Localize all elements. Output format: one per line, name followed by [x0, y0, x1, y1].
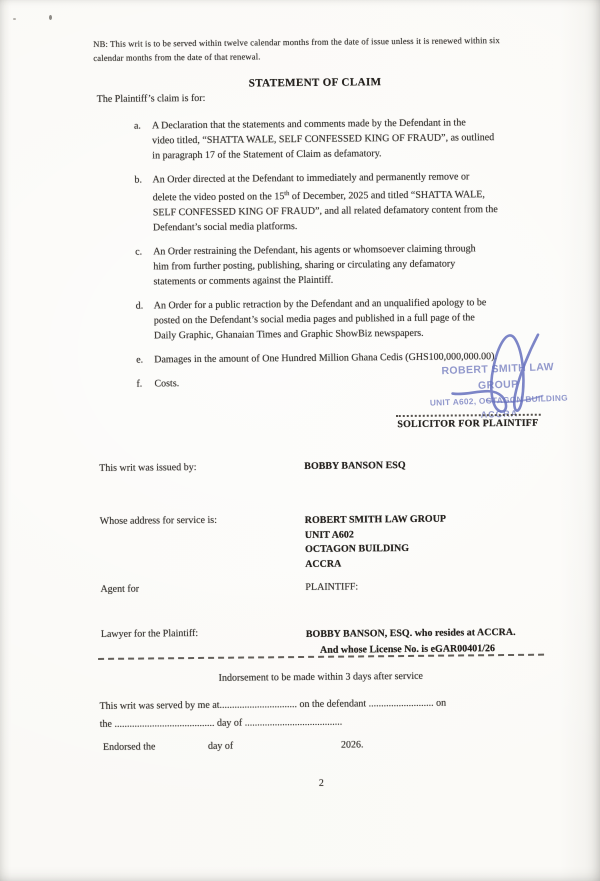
nb-note: NB: This writ is to be served within twelve calendar months from the date of issue unless it is renewed within six calendar months from the date of that renewal. [93, 35, 500, 63]
address-line: ROBERT SMITH LAW GROUP [304, 513, 447, 526]
issued-by-label: This writ was issued by: [99, 461, 197, 474]
signature-dotted-line [396, 402, 541, 417]
endorsed-the-label: Endorsed the [102, 741, 156, 753]
solicitor-label: SOLICITOR FOR PLAINTIFF [397, 417, 539, 431]
service-fill-in-text: This writ was served by me at............................... on the defendant .......................... on the ........................................ day of ....................................... [99, 697, 447, 730]
claim-item-letter: f. [136, 378, 143, 390]
page-number: 2 [318, 777, 324, 789]
address-label: Whose address for service is: [99, 514, 218, 527]
ordinal-suffix: th [284, 190, 290, 198]
claim-item-text: An Order for a public retraction by the Defendant and an unqualified apology to be posted on the Defendant’s social media pages and published in a full page of the Daily Graphic, Ghanaian Times and Graphic ShowBiz newspapers. [153, 297, 487, 342]
indorsement-heading: Indorsement to be made within 3 days after service [218, 670, 424, 684]
agent-for-label: Agent for [100, 583, 140, 595]
stamp-firm-name: ROBERT SMITH LAW GROUP [441, 361, 555, 392]
claim-item-letter: d. [135, 300, 144, 312]
claim-item-c [135, 240, 580, 289]
day-of-label: day of [207, 740, 234, 752]
claim-item-letter: a. [133, 120, 141, 132]
claim-item-text: Damages in the amount of One Hundred Million Ghana Cedis (GHS100,000,000.00). [154, 351, 497, 366]
endorsed-row [3, 737, 600, 753]
claim-item-b [134, 168, 580, 235]
claim-item-letter: b. [134, 174, 143, 186]
claim-item-text: of December, 2025 and titled “SHATTA WALE, SELF CONFESSED KING OF FRAUD”, and all related defamatory content from the Defendant’s social media platforms. [152, 189, 498, 234]
claim-item-text: An Order directed at the Defendant to immediately and permanently remove or delete the video posted on the 15 [152, 171, 470, 204]
stamp-address: UNIT A602, OCTAGON BUILDING [429, 392, 569, 408]
address-line: ACCRA [305, 558, 342, 570]
address-value [305, 513, 447, 572]
lawyer-license-line: And whose License No. is eGAR00401/26 [319, 643, 496, 656]
claim-item-text: Costs. [154, 378, 180, 390]
endorsed-year: 2026. [340, 739, 364, 751]
lawyer-value-line: BOBBY BANSON, ESQ. who resides at ACCRA. [305, 626, 516, 640]
agent-for-value: PLAINTIFF: [305, 581, 359, 593]
claim-item-text: A Declaration that the statements and comments made by the Defendant in the video titled, “SHATTA WALE, SELF CONFESSED KING OF FRAUD”, as outlined in paragraph 17 of the Statement of Claim as defamatory. [151, 117, 495, 162]
claim-item-text: An Order restraining the Defendant, his agents or whomsoever claiming through him from further posting, publishing, sharing or circulating any defamatory statements or comments against the Plaintiff. [153, 243, 476, 288]
claim-item-letter: e. [136, 354, 144, 366]
claim-item-letter: c. [135, 246, 143, 258]
statement-of-claim-heading: STATEMENT OF CLAIM [248, 76, 382, 90]
claim-intro: The Plaintiff’s claim is for: [96, 92, 206, 105]
address-line: UNIT A602 [304, 528, 354, 541]
claim-item-a [134, 114, 579, 163]
stamp-city: ACCRA [480, 408, 519, 420]
issued-by-value: BOBBY BANSON ESQ [304, 459, 406, 472]
address-line: OCTAGON BUILDING [304, 542, 410, 555]
lawyer-label: Lawyer for the Plaintiff: [100, 627, 199, 640]
